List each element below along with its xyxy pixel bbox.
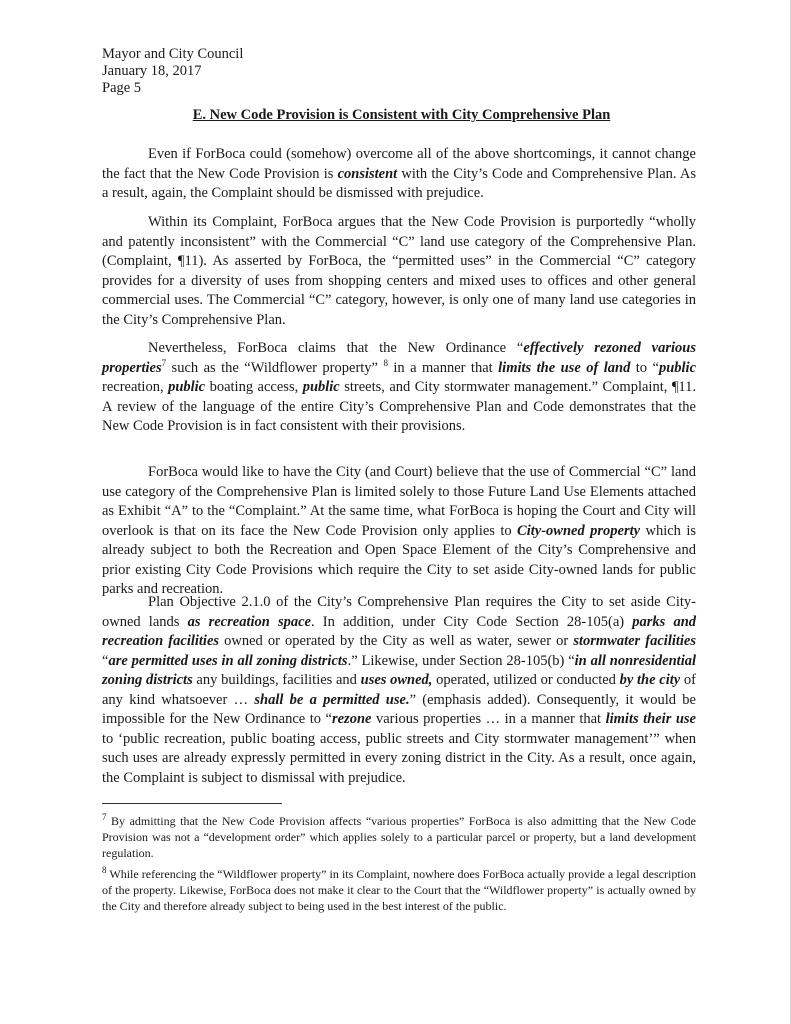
header-page-number: Page 5: [102, 80, 142, 96]
paragraph-2: Within its Complaint, ForBoca argues that the New Code Provision is purportedly “wholly and patently inconsistent” with the Commercial “C” land use category of the Comprehensive Plan. (Complaint, ¶11). As asserted by ForBoca, the “permitted uses” in the Commercial “C” category provides for a diversity of uses from shopping centers and mixed uses to offices and other general commercial uses. The Commercial “C” category, however, is only one of many land use categories in the City’s Comprehensive Plan.: [102, 214, 696, 328]
footnote-ref-7: 7: [161, 357, 167, 368]
paragraph-3: Nevertheless, ForBoca claims that the New Ordinance “effectively rezoned various properties$^7$ such as the “Wildflower property” $^8$ in a manner that limits the use of land to “public recreation, public boating access, public streets, and City stormwater management.” Complaint, ¶11. A review of the language of the entire City’s Comprehensive Plan and Code demonstrates that the New Code Provision is in fact consistent with their provisions.: [102, 340, 697, 434]
emphasis-text: effectively rezoned various properties: [102, 340, 696, 376]
footnote-divider: [102, 803, 282, 804]
header-date: January 18, 2017: [102, 63, 202, 79]
emphasis-text: consistent: [337, 165, 398, 182]
emphasis-text: are permitted uses in all zoning districts: [108, 652, 348, 669]
paragraph-1: Even if ForBoca could (somehow) overcome all of the above shortcomings, it cannot change the fact that the New Code Provision is consistent with the City’s Code and Comprehensive Plan. As a result, again, the Complaint should be dismissed with prejudice.: [102, 146, 696, 201]
emphasis-text: shall be a permitted use.: [254, 691, 410, 708]
emphasis-text: City-owned property: [517, 522, 641, 539]
emphasis-text: limits their use: [605, 711, 696, 727]
section-heading: E. New Code Provision is Consistent with City Comprehensive Plan: [192, 107, 611, 123]
emphasis-text: stormwater facilities: [573, 633, 697, 649]
paragraph-5: Plan Objective 2.1.0 of the City’s Comprehensive Plan requires the City to set aside City-owned lands as recreation space. In addition, under City Code Section 28-105(a) parks and recreation facilities owned or operated by the City as well as water, sewer or stormwater facilities “are permitted uses in all zoning districts.” Likewise, under Section 28-105(b) “in all nonresidential zoning districts any buildings, facilities and uses owned, operated, utilized or conducted by the city of any kind whatsoever … shall be a permitted use.” (emphasis added). Consequently, it would be impossible for the New Ordinance to “rezone various properties … in a manner that limits their use to ‘public recreation, public boating access, public streets and City stormwater management’” when such uses are already expressly permitted in every zoning district in the City. As a result, once again, the Complaint is subject to dismissal with prejudice.: [102, 594, 697, 786]
emphasis-text: uses owned,: [360, 672, 433, 688]
footnote-ref-8: 8: [383, 357, 388, 368]
emphasis-text: public: [658, 359, 697, 376]
emphasis-text: in all nonresidential zoning districts: [102, 652, 697, 688]
emphasis-text: parks and recreation facilities: [102, 613, 697, 649]
header-recipient: Mayor and City Council: [102, 46, 244, 62]
paragraph-4: ForBoca would like to have the City (and Court) believe that the use of Commercial “C” land use category of the Comprehensive Plan is limited solely to those Future Land Use Elements attached as Exhibit “A” to the “Complaint.” At the same time, what ForBoca is hoping the Court and City will overlook is that on its face the New Code Provision only applies to City-owned property which is already subject to both the Recreation and Open Space Element of the City’s Comprehensive and prior existing City Code Provisions which require the City to set aside City-owned lands for public parks and recreation.: [102, 464, 696, 597]
footnote-number: 8: [102, 865, 107, 875]
footnote-7: $^7$ By admitting that the New Code Provision affects “various properties” ForBoca is also admitting that the New Code Provision was not a “development order” which applies solely to a particular parcel or property, but a land development regulation.: [102, 812, 696, 860]
emphasis-text: limits the use of land: [498, 359, 631, 376]
emphasis-text: public: [302, 379, 340, 395]
emphasis-text: public: [168, 379, 206, 395]
footnote-number: 7: [102, 812, 107, 822]
footnote-8: $^8$ While referencing the “Wildflower property” in its Complaint, nowhere does ForBoca actually provide a legal description of the property. Likewise, ForBoca does not make it clear to the Court that the “Wildflower property” is actually owned by the City and therefore already subject to being used in the best interest of the public.: [102, 865, 696, 913]
emphasis-text: as recreation space: [187, 613, 311, 630]
letter-header: [102, 46, 243, 97]
emphasis-text: by the city: [619, 672, 681, 688]
emphasis-text: rezone: [331, 711, 372, 727]
